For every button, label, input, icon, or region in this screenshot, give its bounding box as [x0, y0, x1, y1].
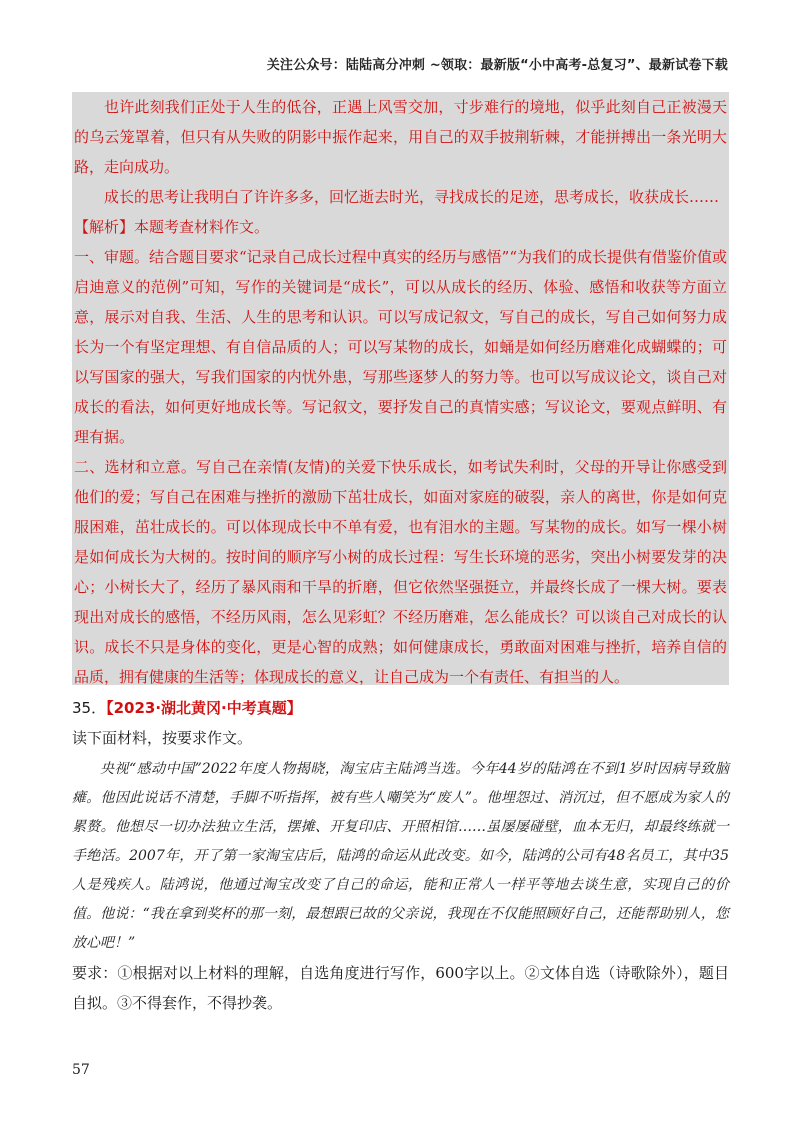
question-block: [72, 693, 729, 1018]
question-instruction: 读下面材料，按要求作文。: [72, 729, 253, 747]
answer-paragraph-2: 成长的思考让我明白了许许多多，回忆逝去时光，寻找成长的足迹，思考成长，收获成长……: [104, 188, 720, 206]
question-source-tag: 【2023·湖北黄冈·中考真题】: [106, 699, 302, 717]
question-material: 央视“感动中国”2022年度人物揭晓，淘宝店主陆鸿当选。今年44岁的陆鸿在不到1岁时因病导致脑瘫。他因此说话不清楚，手脚不听指挥，被有些人嘲笑为“废人”。他埋怨过、消沉过，但不愿成为家人的累赘。他想尽一切办法独立生活，摆摊、开复印店、开照相馆……虽屡屡碰壁，血本无归，却最终练就一手绝活。2007年，开了第一家淘宝店后，陆鸿的命运从此改变。如今，陆鸿的公司有48名员工，其中35人是残疾人。陆鸿说，他通过淘宝改变了自己的命运，能和正常人一样平等地去谈生意，实现自己的价值。他说：“我在拿到奖杯的那一刻，最想跟已故的父亲说，我现在不仅能照顾好自己，还能帮助别人，您放心吧！”: [72, 761, 729, 951]
question-number: 35．: [72, 699, 107, 717]
answer-explanation-block: [72, 92, 729, 685]
question-heading: [72, 693, 729, 723]
analysis-section-2: 二、选材和立意。写自己在亲情(友情)的关爱下快乐成长，如考试失利时，父母的开导让你感受到他们的爱；写自己在困难与挫折的激励下茁壮成长，如面对家庭的破裂，亲人的离世，你是如何克服困难，茁壮成长的。可以体现成长中不单有爱，也有泪水的主题。写某物的成长。如写一棵小树是如何成长为大树的。按时间的顺序写小树的成长过程：写生长环境的恶劣，突出小树要发芽的决心；小树长大了，经历了暴风雨和干旱的折磨，但它依然坚强挺立，并最终长成了一棵大树。要表现出对成长的感悟，不经历风雨，怎么见彩虹？不经历磨难，怎么能成长？可以谈自己对成长的认识。成长不只是身体的变化，更是心智的成熟；如何健康成长，勇敢面对困难与挫折，培养自信的品质，拥有健康的生活等；体现成长的意义，让自己成为一个有责任、有担当的人。: [74, 458, 727, 685]
analysis-section-1: 一、审题。结合题目要求“记录自己成长过程中真实的经历与感悟”“为我们的成长提供有借鉴价值或启迪意义的范例”可知，写作的关键词是“成长”，可以从成长的经历、体验、感悟和收获等方面立意，展示对自我、生活、人生的思考和认识。可以写成记叙文，写自己的成长，写自己如何努力成长为一个有坚定理想、有自信品质的人；可以写某物的成长，如蛹是如何经历磨难化成蝴蝶的；可以写国家的强大，写我们国家的内忧外患，写那些逐梦人的努力等。也可以写成议论文，谈自己对成长的看法，如何更好地成长等。写记叙文，要抒发自己的真情实感；写议论文，要观点鲜明、有理有据。: [74, 248, 728, 446]
page-header: 关注公众号：陆陆高分冲刺 ~领取：最新版“小中高考-总复习”、最新试卷下载: [266, 58, 728, 73]
answer-paragraph-1: 也许此刻我们正处于人生的低谷，正遇上风雪交加，寸步难行的境地，似乎此刻自己正被漫天的乌云笼罩着，但只有从失败的阴影中振作起来，用自己的双手披荆斩棘，才能拼搏出一条光明大路，走向成功。: [74, 98, 727, 176]
page-number: 57: [72, 1062, 90, 1078]
question-requirement: 要求：①根据对以上材料的理解，自选角度进行写作，600字以上。②文体自选（诗歌除外），题目自拟。③不得套作，不得抄袭。: [72, 964, 729, 1012]
analysis-heading: 【解析】本题考查材料作文。: [74, 218, 270, 236]
